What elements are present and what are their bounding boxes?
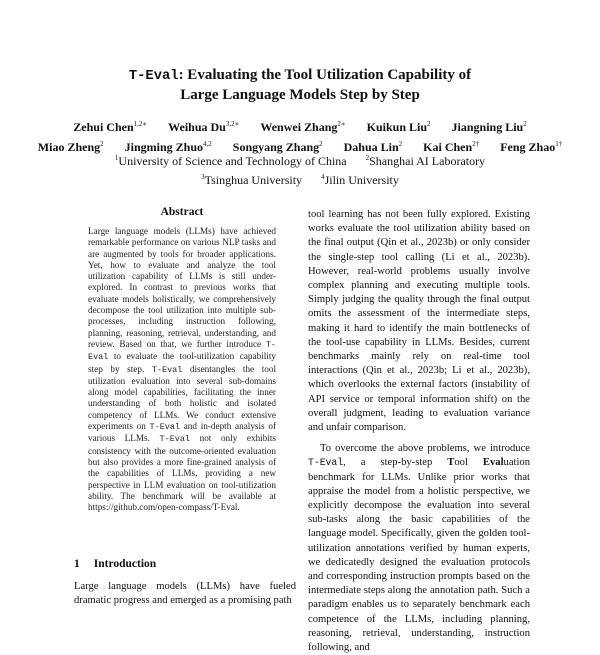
section-heading-introduction xyxy=(74,558,156,570)
title-line-1 xyxy=(0,66,600,86)
author-row-1 xyxy=(0,116,600,136)
author: Kuikun Liu$^2$ xyxy=(366,120,431,134)
author: Jiangning Liu$^2$ xyxy=(451,120,527,134)
affiliation: $^3$Tsinghua University xyxy=(201,173,303,187)
author: Zehui Chen$^{1,2∗}$ xyxy=(73,120,148,134)
section-number: 1 xyxy=(74,558,80,570)
affiliation: $^2$Shanghai AI Laboratory xyxy=(365,154,486,168)
title-line-2: Large Language Models Step by Step xyxy=(180,87,420,103)
right-paragraph-1: tool learning has not been fully explored. Existing works evaluate the tool utilization ability based on the final output (Qin et al., 2023b) or only consider the single-step tool calling (Li et al., 2023b). However, real-world problems usually involve complex planning and executing multiple tools. Simply judging the quality through the final output omits the assessment of the intermediate steps, making it hard to identify the main bottlenecks of the tool-use capability in LLMs. Besides, current benchmarks mainly rely on real-time tool interactions (Qin et al., 2023b; Li et al., 2023b), which overlooks the external factors (instability of API service or temporal information shift) on the overall judgment, leading to evaluation variance and unfair comparison. xyxy=(308,209,530,434)
author: Feng Zhao$^{1\dagger}$ xyxy=(500,140,563,154)
abstract-body xyxy=(88,226,276,513)
paper-title xyxy=(0,66,600,105)
title-code-name: T-Eval xyxy=(128,69,179,84)
right-paragraph-2: To overcome the above problems, we introduce T-Eval, a step-by-step Tool Evaluation benchmark for LLMs. Unlike prior works that appraise the model from a holistic perspective, we explicitly decompose the evaluation into several sub-tasks along the basic capabilities of the language model. Specifically, given the golden tool-utilization annotations verified by human experts, we dedicatedly designed the evaluation protocols and corresponding instruction prompts based on the intermediate steps along the annotation path. Such a paradigm enables us to separately benchmark each competence of the LLMs, including planning, reasoning, retrieval, understanding, instruction following, and xyxy=(308,443,531,654)
right-column-text xyxy=(308,208,530,655)
section-title: Introduction xyxy=(93,558,157,570)
author: Wenwei Zhang$^{2∗}$ xyxy=(260,120,346,134)
abstract-paragraph: Large language models (LLMs) have achieved remarkable performance on various NLP tasks and are augmented by tools for broader applications. Yet, how to evaluate and analyze the tool utilization capability of LLMs is still under-explored. In contrast to previous works that evaluate models holistically, we comprehensively decompose the tool utilization into multiple sub-processes, including instruction following, planning, reasoning, retrieval, understanding, and review. Based on that, we further introduce T-Eval to evaluate the tool-utilization capability step by step. T-Eval disentangles the tool utilization evaluation into several sub-domains along model capabilities, facilitating the inner understanding of both holistic and isolated competency of LLMs. We conduct extensive experiments on T-Eval and in-depth analysis of various LLMs. T-Eval not only exhibits consistency with the outcome-oriented evaluation but also provides a more fine-grained analysis of the capabilities of LLMs, providing a new perspective in LLM evaluation on tool-utilization ability. The benchmark will be available at https://github.com/open-compass/T-Eval. xyxy=(88,226,277,513)
affiliation: $^1$University of Science and Technology of China xyxy=(114,154,347,168)
introduction-text: Large language models (LLMs) have fueled dramatic progress and emerged as a promising path xyxy=(74,581,296,606)
abstract-heading: Abstract xyxy=(160,206,204,218)
affiliation-row-2 xyxy=(0,169,600,188)
author: Dahua Lin$^2$ xyxy=(343,140,403,154)
author: Miao Zheng$^2$ xyxy=(37,140,104,154)
affiliation: $^4$Jilin University xyxy=(321,173,399,187)
author: Kai Chen$^{2\dagger}$ xyxy=(423,140,480,154)
affiliations xyxy=(0,150,600,188)
title-line-1-text: : Evaluating the Tool Utilization Capability of xyxy=(178,67,472,83)
author: Jingming Zhuo$^{4,2}$ xyxy=(124,140,212,154)
author: Weihua $Du^{3,2∗}$ xyxy=(168,120,240,134)
affiliation-row-1 xyxy=(0,150,600,169)
author: Songyang Zhang$^2$ xyxy=(232,140,323,154)
